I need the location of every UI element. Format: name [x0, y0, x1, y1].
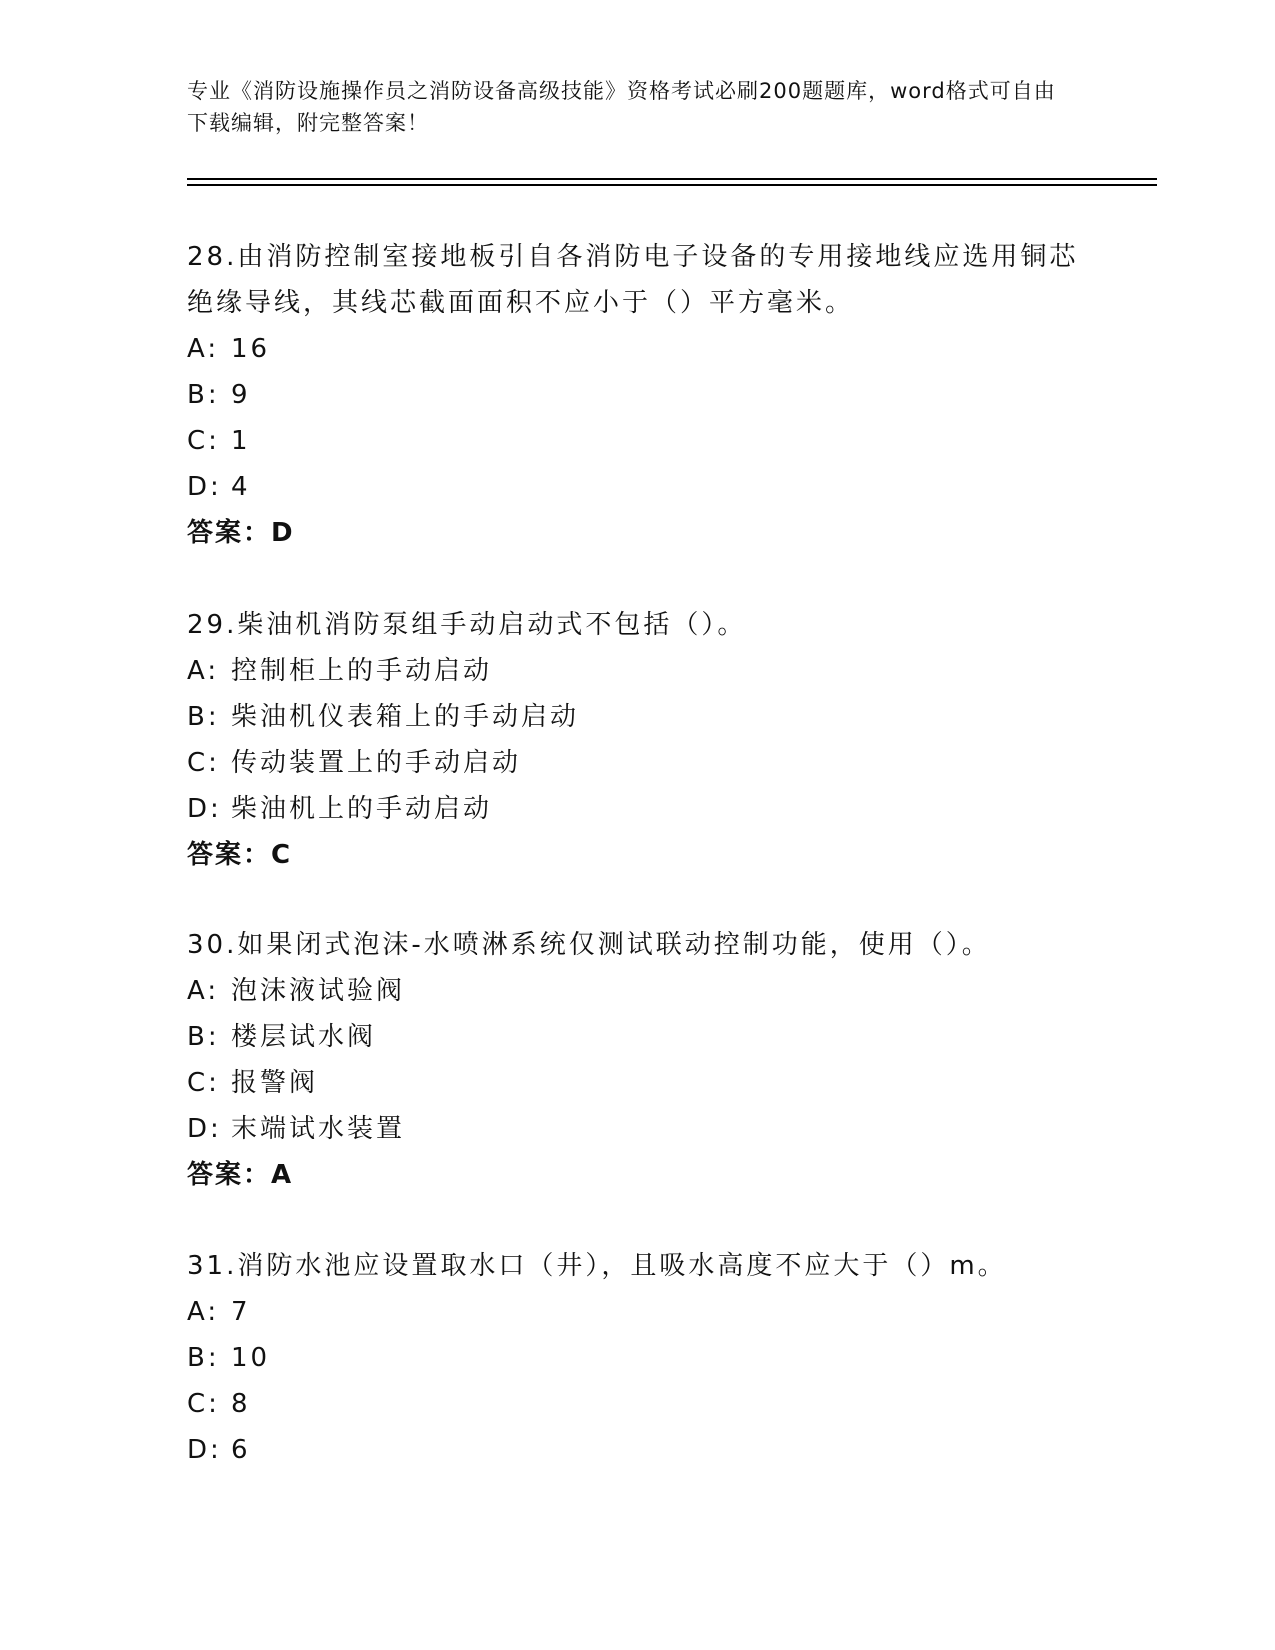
option-key: D:: [187, 1114, 222, 1144]
question-text: 31.消防水池应设置取水口（井），且吸水高度不应大于（）m。: [187, 1251, 1007, 1281]
option-key: B:: [187, 1343, 220, 1373]
question-30: [187, 922, 1087, 1198]
option-c: [187, 740, 1087, 786]
option-b: [187, 694, 1087, 740]
document-header: 专业《消防设施操作员之消防设备高级技能》资格考试必刷200题题库，word格式可自由下载编辑，附完整答案！: [187, 79, 1056, 135]
option-c: [187, 1060, 1087, 1106]
option-key: B:: [187, 702, 220, 732]
question-text: 29.柴油机消防泵组手动启动式不包括（）。: [187, 610, 747, 640]
option-value: 末端试水装置: [231, 1114, 406, 1144]
question-29: [187, 602, 1087, 878]
option-key: A:: [187, 976, 220, 1006]
option-value: 16: [231, 334, 271, 364]
option-key: C:: [187, 426, 220, 456]
option-key: A:: [187, 334, 220, 364]
header-divider-bottom: [187, 184, 1157, 186]
option-key: D:: [187, 1435, 222, 1465]
option-value: 1: [231, 426, 251, 456]
option-key: B:: [187, 1022, 220, 1052]
question-text: 30.如果闭式泡沫-水喷淋系统仅测试联动控制功能，使用（）。: [187, 930, 991, 960]
question-31: [187, 1243, 1087, 1473]
answer: 答案：A: [187, 1160, 294, 1190]
option-key: B:: [187, 380, 220, 410]
option-key: D:: [187, 472, 222, 502]
option-d: [187, 464, 1087, 510]
option-value: 控制柜上的手动启动: [231, 656, 493, 686]
option-value: 柴油机仪表箱上的手动启动: [231, 702, 580, 732]
option-key: D:: [187, 794, 222, 824]
option-value: 10: [231, 1343, 271, 1373]
option-key: C:: [187, 1068, 220, 1098]
option-value: 楼层试水阀: [231, 1022, 377, 1052]
option-b: [187, 1335, 1087, 1381]
option-value: 7: [231, 1297, 251, 1327]
option-value: 9: [231, 380, 251, 410]
option-value: 柴油机上的手动启动: [231, 794, 493, 824]
option-value: 6: [231, 1435, 251, 1465]
option-b: [187, 372, 1087, 418]
question-28: [187, 234, 1087, 556]
option-key: A:: [187, 1297, 220, 1327]
option-a: [187, 648, 1087, 694]
option-value: 传动装置上的手动启动: [231, 748, 522, 778]
option-a: [187, 1289, 1087, 1335]
question-text: 28.由消防控制室接地板引自各消防电子设备的专用接地线应选用铜芯绝缘导线，其线芯截面面积不应小于（）平方毫米。: [187, 242, 1079, 318]
option-value: 4: [231, 472, 251, 502]
option-d: [187, 1427, 1087, 1473]
option-c: [187, 1381, 1087, 1427]
option-d: [187, 786, 1087, 832]
option-b: [187, 1014, 1087, 1060]
answer: 答案：C: [187, 840, 293, 870]
option-value: 8: [231, 1389, 251, 1419]
option-key: A:: [187, 656, 220, 686]
option-key: C:: [187, 1389, 220, 1419]
option-value: 报警阀: [231, 1068, 319, 1098]
option-c: [187, 418, 1087, 464]
option-value: 泡沫液试验阀: [231, 976, 406, 1006]
option-a: [187, 326, 1087, 372]
option-key: C:: [187, 748, 220, 778]
option-a: [187, 968, 1087, 1014]
answer: 答案：D: [187, 518, 295, 548]
option-d: [187, 1106, 1087, 1152]
header-divider-top: [187, 178, 1157, 180]
